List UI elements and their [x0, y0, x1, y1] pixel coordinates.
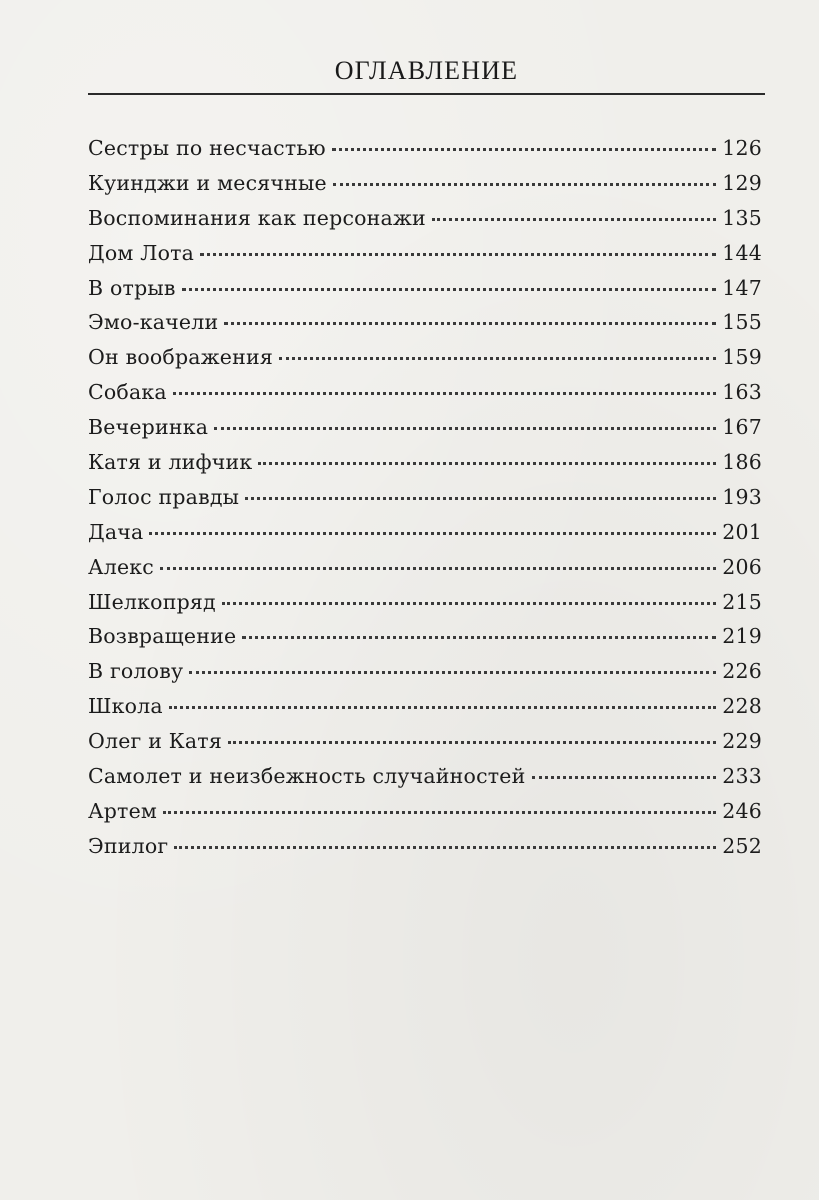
toc-entry-title: Возвращение [88, 624, 237, 649]
toc-entry-title: Дача [88, 519, 144, 544]
toc-entry [88, 799, 762, 834]
toc-entry-page: 147 [722, 275, 762, 300]
dot-leader [173, 392, 716, 395]
toc-entry-page: 246 [722, 798, 762, 823]
toc-entry-title: Сестры по несчастью [88, 136, 326, 160]
toc-entry [88, 590, 762, 625]
toc-entry-page: 129 [722, 170, 762, 195]
toc-entry-page: 163 [722, 380, 762, 405]
toc-entry [88, 764, 762, 799]
toc-entry-title: Он воображения [88, 345, 273, 370]
toc-entry-title: Куинджи и месячные [88, 170, 327, 195]
toc-entry-title: Школа [88, 694, 163, 719]
dot-leader [163, 811, 716, 814]
toc-entry-title: Воспоминания как персонажи [88, 205, 426, 230]
dot-leader [182, 288, 717, 291]
toc-entry-page: 144 [722, 240, 762, 265]
toc-entry-page: 126 [722, 136, 762, 160]
toc-entry [88, 380, 762, 415]
toc-entry-page: 193 [722, 484, 762, 509]
page-header [88, 56, 765, 86]
dot-leader [532, 776, 717, 779]
dot-leader [224, 322, 716, 325]
toc-entry [88, 136, 762, 171]
dot-leader [200, 253, 716, 256]
toc-entry-page: 186 [722, 450, 762, 475]
header-rule [88, 93, 765, 95]
dot-leader [214, 427, 716, 430]
toc-entry-title: Шелкопряд [88, 589, 216, 614]
toc-entry-title: Голос правды [88, 484, 240, 509]
toc-entry [88, 555, 762, 590]
dot-leader [160, 567, 716, 570]
dot-leader [245, 497, 716, 500]
dot-leader [242, 636, 716, 639]
toc-entry [88, 276, 762, 311]
toc-entry-title: В голову [88, 659, 184, 684]
toc-entry-title: Олег и Катя [88, 729, 222, 754]
toc-entry [88, 241, 762, 276]
toc-entry-page: 228 [722, 694, 762, 719]
toc-entry-page: 219 [722, 624, 762, 649]
dot-leader [169, 706, 716, 709]
dot-leader [228, 741, 716, 744]
toc-entry-page: 226 [722, 659, 762, 684]
toc-entry-title: Артем [88, 798, 158, 823]
toc-entry [88, 345, 762, 380]
dot-leader [149, 532, 716, 535]
toc-entry-page: 206 [722, 554, 762, 579]
dot-leader [174, 846, 716, 849]
toc-entry-title: Эпилог [88, 833, 169, 858]
toc-entry [88, 415, 762, 450]
toc-entry-page: 155 [722, 310, 762, 335]
dot-leader [279, 357, 716, 360]
toc-entry-page: 229 [722, 729, 762, 754]
dot-leader [332, 148, 716, 151]
dot-leader [222, 602, 716, 605]
toc-entry-title: Алекс [88, 554, 154, 579]
toc-entry-title: Дом Лота [88, 240, 195, 265]
toc-entry-page: 167 [722, 415, 762, 440]
toc-entry-title: Вечеринка [88, 415, 209, 440]
dot-leader [189, 671, 716, 674]
dot-leader [333, 183, 716, 186]
toc-entry [88, 520, 762, 555]
dot-leader [258, 462, 716, 465]
page-title: ОГЛАВЛЕНИЕ [334, 56, 519, 85]
toc-entry-title: Самолет и неизбежность случайностей [88, 764, 526, 789]
toc-entry [88, 450, 762, 485]
toc-entry [88, 485, 762, 520]
toc-entry [88, 694, 762, 729]
toc-entry [88, 624, 762, 659]
toc-entry-title: Эмо-качели [88, 310, 219, 335]
toc-entry-page: 135 [722, 205, 762, 230]
toc-entry-page: 159 [722, 345, 762, 370]
toc-entry-title: Собака [88, 380, 167, 405]
toc-entry [88, 206, 762, 241]
table-of-contents [88, 136, 762, 869]
dot-leader [432, 218, 716, 221]
toc-entry [88, 171, 762, 206]
toc-entry-title: Катя и лифчик [88, 450, 253, 475]
toc-entry [88, 659, 762, 694]
toc-entry [88, 310, 762, 345]
toc-entry-page: 233 [722, 764, 762, 789]
toc-entry-page: 215 [722, 589, 762, 614]
toc-entry-page: 201 [722, 519, 762, 544]
toc-entry [88, 834, 762, 869]
toc-entry-page: 252 [722, 833, 762, 858]
toc-entry-title: В отрыв [88, 275, 176, 300]
toc-entry [88, 729, 762, 764]
